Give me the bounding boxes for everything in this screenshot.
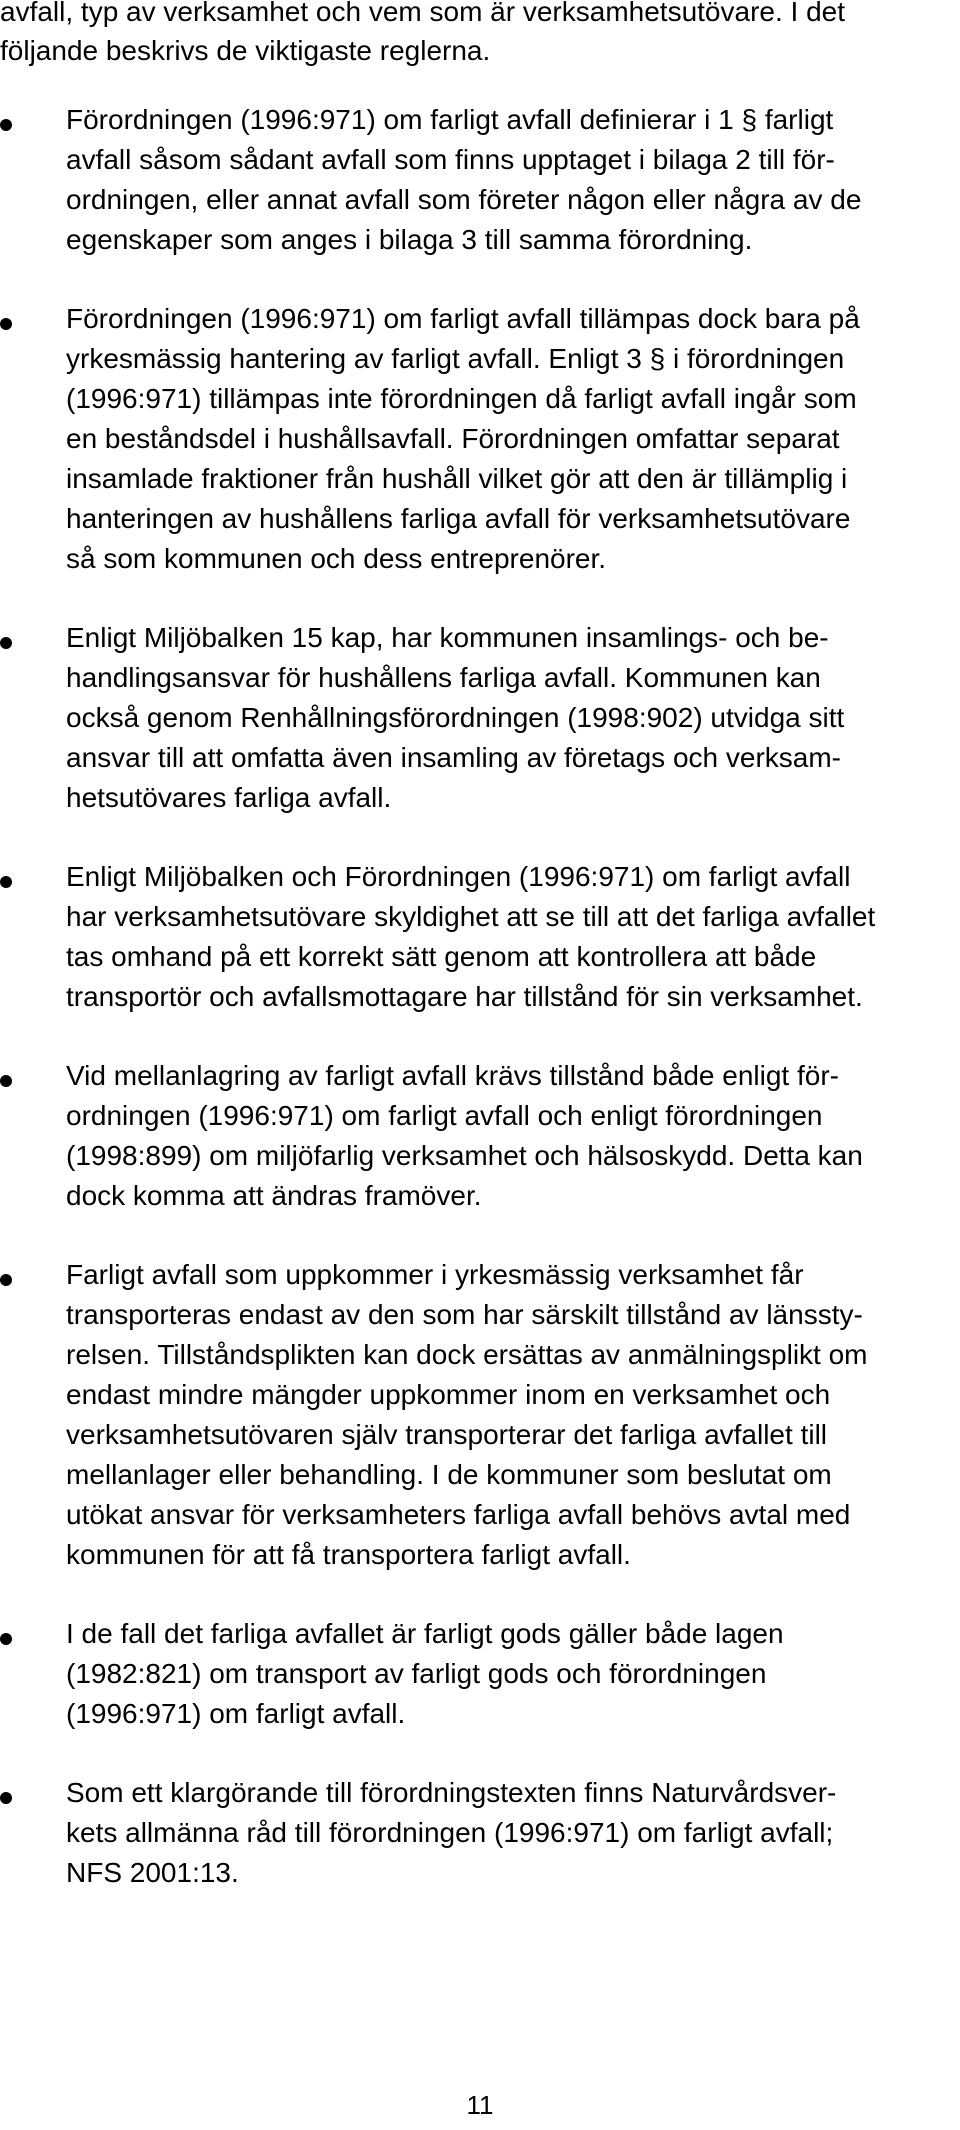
- bullet-text: [66, 100, 950, 260]
- text-line: transporteras endast av den som har särskilt tillstånd av länssty-: [66, 1299, 863, 1330]
- text-line: också genom Renhållningsförordningen (1998:902) utvidga sitt: [66, 702, 845, 733]
- bullet-text: [66, 618, 950, 818]
- bullet-icon: [0, 1633, 12, 1645]
- bullet-item: [0, 1255, 950, 1575]
- text-line: endast mindre mängder uppkommer inom en verksamhet och: [66, 1379, 831, 1410]
- text-line: kets allmänna råd till förordningen (1996:971) om farligt avfall;: [66, 1817, 834, 1848]
- text-line: har verksamhetsutövare skyldighet att se till att det farliga avfallet: [66, 901, 876, 932]
- text-line: transportör och avfallsmottagare har tillstånd för sin verksamhet.: [66, 981, 863, 1012]
- rules-bullet-list: [0, 100, 950, 1932]
- text-line: verksamhetsutövaren själv transporterar det farliga avfallet till: [66, 1419, 828, 1450]
- bullet-text: [66, 1255, 950, 1575]
- page-number: 11: [466, 2090, 494, 2120]
- text-line: hetsutövares farliga avfall.: [66, 782, 392, 813]
- text-line: dock komma att ändras framöver.: [66, 1180, 482, 1211]
- text-line: yrkesmässig hantering av farligt avfall. Enligt 3 § i förordningen: [66, 343, 845, 374]
- bullet-icon: [0, 637, 12, 649]
- bullet-item: [0, 100, 950, 260]
- text-line: (1982:821) om transport av farligt gods och förordningen: [66, 1658, 767, 1689]
- text-line: Enligt Miljöbalken 15 kap, har kommunen insamlings- och be-: [66, 622, 829, 653]
- text-line: tas omhand på ett korrekt sätt genom att kontrollera att både: [66, 941, 817, 972]
- text-line: relsen. Tillståndsplikten kan dock ersättas av anmälningsplikt om: [66, 1339, 868, 1370]
- intro-paragraph: [0, 0, 950, 70]
- text-line: utökat ansvar för verksamheters farliga avfall behövs avtal med: [66, 1499, 851, 1530]
- bullet-item: [0, 299, 950, 579]
- text-line: Vid mellanlagring av farligt avfall krävs tillstånd både enligt för-: [66, 1060, 839, 1091]
- text-line: avfall såsom sådant avfall som finns upptaget i bilaga 2 till för-: [66, 144, 835, 175]
- bullet-icon: [0, 1274, 12, 1286]
- text-line: (1996:971) om farligt avfall.: [66, 1698, 406, 1729]
- text-line: hanteringen av hushållens farliga avfall för verksamhetsutövare: [66, 503, 851, 534]
- bullet-item: [0, 618, 950, 818]
- bullet-text: [66, 1614, 950, 1734]
- text-line: egenskaper som anges i bilaga 3 till samma förordning.: [66, 224, 753, 255]
- bullet-text: [66, 1056, 950, 1216]
- bullet-icon: [0, 318, 12, 330]
- text-line: en beståndsdel i hushållsavfall. Förordningen omfattar separat: [66, 423, 840, 454]
- text-line: Förordningen (1996:971) om farligt avfall tillämpas dock bara på: [66, 303, 860, 334]
- text-line: (1998:899) om miljöfarlig verksamhet och hälsoskydd. Detta kan: [66, 1140, 863, 1171]
- text-line: så som kommunen och dess entreprenörer.: [66, 543, 607, 574]
- bullet-item: [0, 1773, 950, 1893]
- bullet-icon: [0, 1792, 12, 1804]
- text-line: I de fall det farliga avfallet är farligt gods gäller både lagen: [66, 1618, 784, 1649]
- text-line: kommunen för att få transportera farligt avfall.: [66, 1539, 631, 1570]
- text-line: handlingsansvar för hushållens farliga avfall. Kommunen kan: [66, 662, 821, 693]
- text-line: insamlade fraktioner från hushåll vilket gör att den är tillämplig i: [66, 463, 848, 494]
- text-line: NFS 2001:13.: [66, 1857, 239, 1888]
- text-line: Förordningen (1996:971) om farligt avfall definierar i 1 § farligt: [66, 104, 834, 135]
- bullet-item: [0, 857, 950, 1017]
- bullet-icon: [0, 1075, 12, 1087]
- bullet-icon: [0, 876, 12, 888]
- bullet-text: [66, 857, 950, 1017]
- text-line: (1996:971) tillämpas inte förordningen då farligt avfall ingår som: [66, 383, 857, 414]
- text-line: ordningen, eller annat avfall som företer någon eller några av de: [66, 184, 862, 215]
- bullet-item: [0, 1056, 950, 1216]
- text-line: ansvar till att omfatta även insamling av företags och verksam-: [66, 742, 842, 773]
- text-line: mellanlager eller behandling. I de kommuner som beslutat om: [66, 1459, 832, 1490]
- bullet-text: [66, 1773, 950, 1893]
- bullet-icon: [0, 119, 12, 131]
- text-line: Enligt Miljöbalken och Förordningen (1996:971) om farligt avfall: [66, 861, 851, 892]
- bullet-text: [66, 299, 950, 579]
- text-line: Som ett klargörande till förordningstexten finns Naturvårdsver-: [66, 1777, 837, 1808]
- text-line: avfall, typ av verksamhet och vem som är verksamhetsutövare. I det: [0, 0, 846, 27]
- text-line: Farligt avfall som uppkommer i yrkesmässig verksamhet får: [66, 1259, 804, 1290]
- text-line: ordningen (1996:971) om farligt avfall och enligt förordningen: [66, 1100, 823, 1131]
- text-line: följande beskrivs de viktigaste reglerna.: [0, 35, 491, 66]
- bullet-item: [0, 1614, 950, 1734]
